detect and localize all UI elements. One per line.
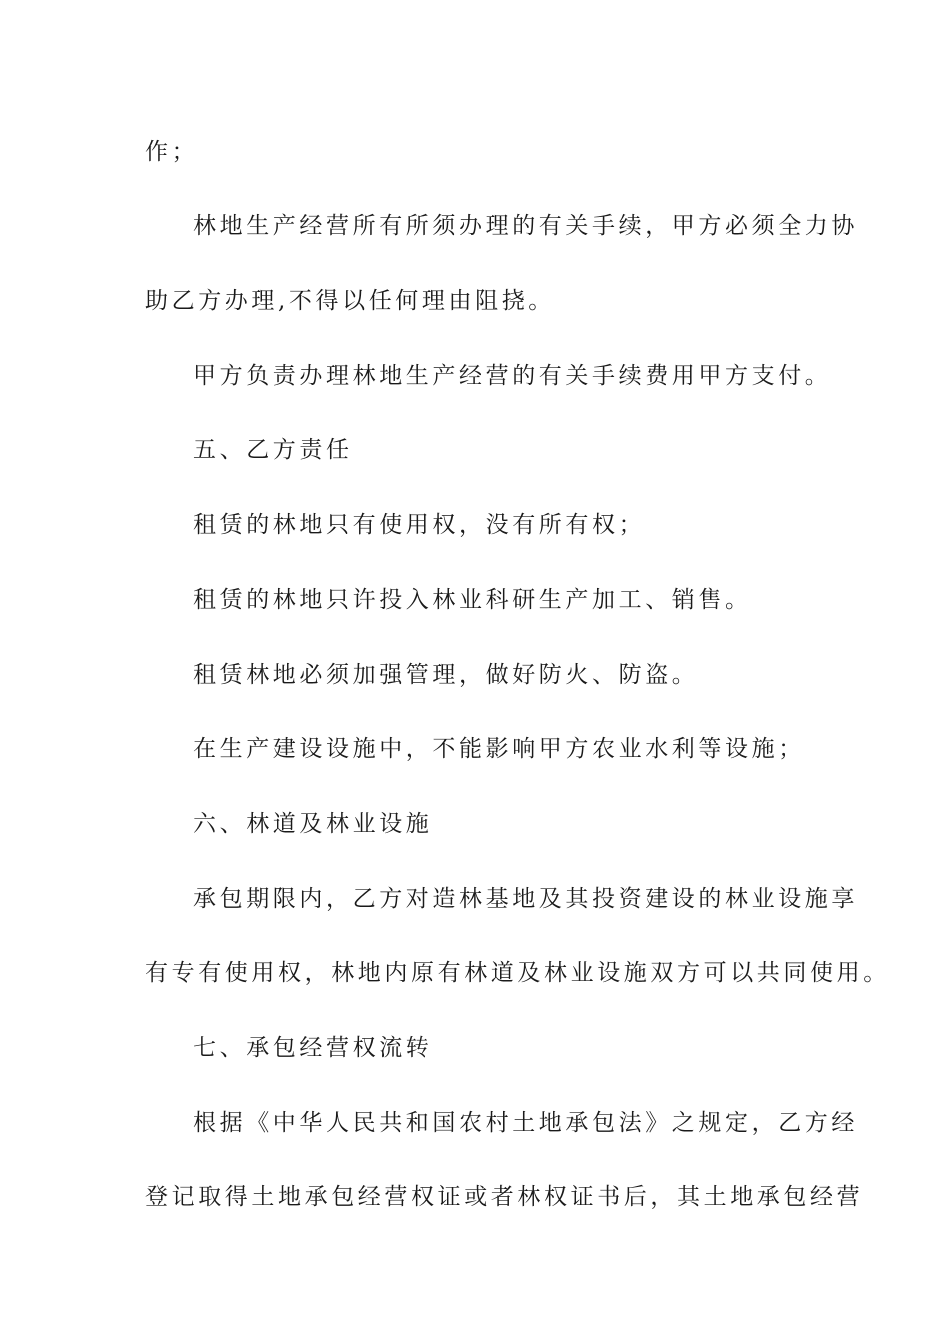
- text-line: 在生产建设设施中，不能影响甲方农业水利等设施；: [193, 736, 805, 762]
- text-line-continuation: 作；: [145, 139, 199, 165]
- text-line: 林地生产经营所有所须办理的有关手续，甲方必须全力协: [193, 213, 858, 239]
- text-line: 登记取得土地承包经营权证或者林权证书后，其土地承包经营: [145, 1184, 864, 1210]
- text-line: 租赁的林地只许投入林业科研生产加工、销售。: [193, 587, 752, 613]
- section-heading: 六、林道及林业设施: [193, 811, 433, 837]
- text-line: 根据《中华人民共和国农村土地承包法》之规定，乙方经: [193, 1110, 858, 1136]
- text-line: 租赁林地必须加强管理，做好防火、防盗。: [193, 662, 699, 688]
- text-line: 承包期限内，乙方对造林基地及其投资建设的林业设施享: [193, 886, 858, 912]
- section-heading: 七、承包经营权流转: [193, 1035, 433, 1061]
- text-line: 甲方负责办理林地生产经营的有关手续费用甲方支付。: [193, 363, 832, 389]
- text-line: 租赁的林地只有使用权，没有所有权；: [193, 512, 646, 538]
- section-heading: 五、乙方责任: [193, 437, 353, 463]
- text-line: 有专有使用权，林地内原有林道及林业设施双方可以共同使用。: [145, 960, 890, 986]
- text-line: 助乙方办理,不得以任何理由阻挠。: [145, 288, 555, 314]
